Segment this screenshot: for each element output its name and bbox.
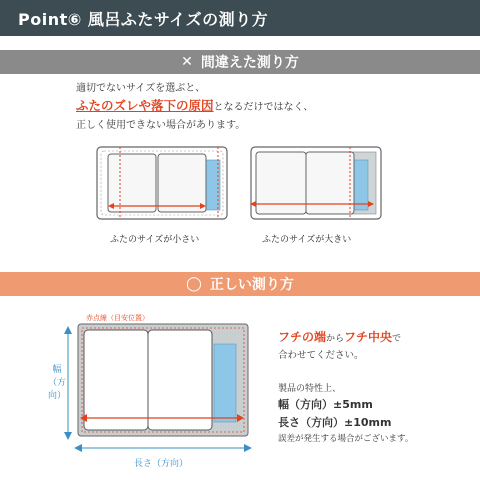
instruction-line1 xyxy=(278,328,401,345)
width-axis-head-bottom xyxy=(64,432,72,440)
instruction-line2: 合わせてください。 xyxy=(278,350,364,361)
instr-part3: フチ中央 xyxy=(344,330,393,344)
instr-part4: で xyxy=(392,334,402,344)
wrong-method-banner xyxy=(0,50,480,74)
wrong-text-line3: 正しく使用できない場合があります。 xyxy=(76,120,246,131)
spec-width: 幅（方向）±5mm xyxy=(278,398,373,411)
correct-method-title: 正しい測り方 xyxy=(209,277,294,293)
lid-too-small-diagram xyxy=(96,146,236,224)
correct-method-banner xyxy=(0,272,480,296)
cross-icon: ✕ xyxy=(181,54,193,70)
lid-panel-1 xyxy=(108,154,156,212)
wrong-method-title: 間違えた測り方 xyxy=(200,55,299,71)
wrong-text-line1: 適切でないサイズを選ぶと、 xyxy=(76,83,206,94)
wrong-text-line2-rest: となるだけではなく、 xyxy=(213,102,314,113)
instr-part1: フチの端 xyxy=(278,330,327,344)
caption-too-small: ふたのサイズが小さい xyxy=(110,235,200,245)
lid-too-large-diagram xyxy=(250,146,390,224)
width-axis-label-1: 幅 xyxy=(52,365,62,375)
caption-too-large: ふたのサイズが大きい xyxy=(262,235,352,245)
red-line-label: 赤点線（目安位置） xyxy=(86,314,149,322)
correct-measure-diagram xyxy=(64,318,260,468)
wrong-text-line2 xyxy=(76,97,313,116)
width-axis-label-3: 向） xyxy=(48,391,67,401)
lid-panel-1 xyxy=(84,330,148,430)
water-area xyxy=(214,344,236,422)
instr-part2: から xyxy=(326,334,345,344)
circle-icon: ◯ xyxy=(186,276,202,292)
lid-panel-2 xyxy=(306,152,354,214)
spec-length: 長さ（方向）±10mm xyxy=(278,416,392,429)
wrong-highlight: ふたのズレや落下の原因 xyxy=(76,98,214,113)
lid-panel-2 xyxy=(148,330,212,430)
length-axis-label: 長さ（方向） xyxy=(134,459,189,469)
spec-heading: 製品の特性上、 xyxy=(278,384,342,394)
width-axis-label-2: （方 xyxy=(48,378,67,388)
lid-panel-2 xyxy=(158,154,206,212)
width-axis-head-top xyxy=(64,326,72,334)
length-axis-head-left xyxy=(74,444,82,452)
width-axis-label xyxy=(48,364,66,403)
page-title: Point⑥ 風呂ふたサイズの測り方 xyxy=(18,9,269,29)
page-header xyxy=(0,0,480,36)
lid-panel-1 xyxy=(256,152,306,214)
spec-note: 誤差が発生する場合がございます。 xyxy=(278,434,414,444)
length-axis-head-right xyxy=(244,444,252,452)
